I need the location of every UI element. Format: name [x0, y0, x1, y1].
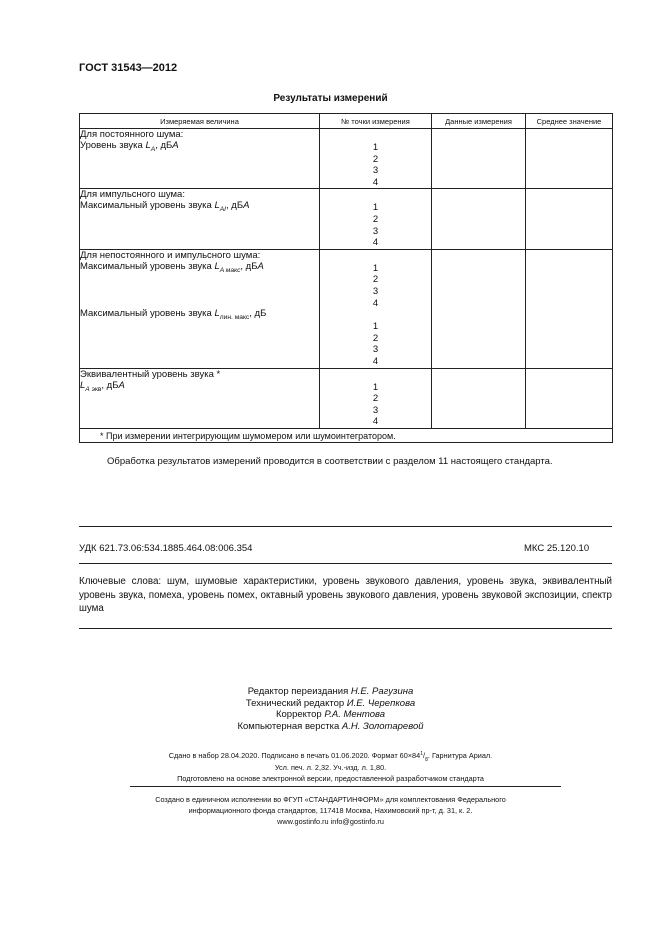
divider-keywords [79, 628, 612, 629]
divider-udk [79, 563, 612, 564]
divider-top [79, 526, 612, 527]
col-header-data: Данные измерения [432, 114, 526, 129]
table-title: Результаты измерений [273, 93, 388, 104]
table-header-row [80, 114, 613, 129]
standard-header: ГОСТ 31543—2012 [79, 62, 178, 74]
imprint-line-1: Сдано в набор 28.04.2020. Подписано в печать 01.06.2020. Формат $60\times 84^1/_8$. Гарнитура Ариал. [168, 751, 493, 763]
average-value-cell [526, 129, 613, 189]
point-numbers-cell: 1 2 3 4 1 2 3 4 [320, 249, 432, 368]
table-footnote-row [80, 428, 613, 442]
col-header-average: Среднее значение [526, 114, 613, 129]
quantity-cell: Для постоянного шума: Уровень звука $L_A$, дБA [80, 129, 320, 189]
table-row [80, 129, 613, 189]
point-numbers-cell: 1 2 3 4 [320, 368, 432, 428]
col-header-quantity: Измеряемая величина [80, 114, 320, 129]
average-value-cell [526, 189, 613, 249]
measurement-data-cell [432, 368, 526, 428]
results-table [79, 113, 613, 443]
quantity-cell: Эквивалентный уровень звука * $L_{A экв}$, дБA [80, 368, 320, 428]
table-row [80, 249, 613, 368]
table-row [80, 368, 613, 428]
processing-note: Обработка результатов измерений проводится в соответствии с разделом 11 настоящего стандарта. [107, 456, 553, 467]
col-header-point: № точки измерения [320, 114, 432, 129]
imprint-line-2: Усл. печ. л. 2,32. Уч.-изд. л. 1,80. [274, 762, 387, 772]
udk-code: УДК 621.73.06:534.1885.464.08:006.354 [79, 543, 253, 554]
imprint-line-3: Подготовлено на основе электронной версии, предоставленной разработчиком стандарта [177, 774, 484, 783]
mks-code: МКС 25.120.10 [524, 543, 590, 554]
credit-layout: Компьютерная верстка А.Н. Золотаревой [237, 720, 424, 732]
credit-proofreader: Корректор Р.А. Ментова [275, 709, 386, 720]
table-row [80, 189, 613, 249]
measurement-data-cell [432, 249, 526, 368]
keywords: Ключевые слова: шум, шумовые характеристики, уровень звукового давления, уровень звука, эквивалентный уровень звука, помеха, уровень помех, октавный уровень звукового давления, уровень звуковой экспозиции, спектр шума [79, 576, 612, 614]
credit-editor: Редактор переиздания Н.Е. Рагузина [247, 686, 414, 697]
credits [0, 686, 661, 732]
point-numbers-cell: 1 2 3 4 [320, 129, 432, 189]
divider-imprint [130, 786, 561, 787]
publisher-info: Создано в единичном исполнении во ФГУП «СТАНДАРТИНФОРМ» для комплектования Федерального информационного фонда стандартов, 117418 Москва, Нахимовский пр-т, д. 31, к. 2. www.gostinfo.ru info@gostinfo.ru [155, 795, 506, 826]
average-value-cell [526, 368, 613, 428]
point-numbers-cell: 1 2 3 4 [320, 189, 432, 249]
quantity-cell: Для импульсного шума: Максимальный уровень звука $L_{AI}$, дБA [80, 189, 320, 249]
measurement-data-cell [432, 129, 526, 189]
credit-tech-editor: Технический редактор И.Е. Черепкова [245, 697, 416, 709]
quantity-cell: Для непостоянного и импульсного шума: Максимальный уровень звука $L_{A макс}$, дБA Максимальный уровень звука $L_{лин. макс}$, дБ [80, 249, 320, 368]
table-footnote: * При измерении интегрирующим шумомером или шумоинтегратором. [80, 428, 613, 442]
average-value-cell [526, 249, 613, 368]
imprint [0, 750, 661, 785]
measurement-data-cell [432, 189, 526, 249]
